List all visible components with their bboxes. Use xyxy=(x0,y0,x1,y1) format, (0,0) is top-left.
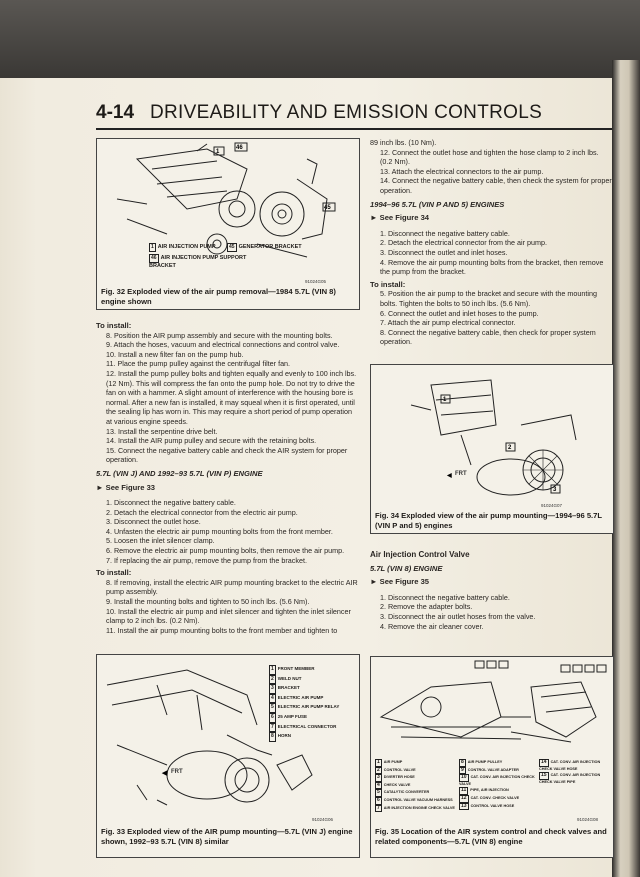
figure-35-drawing xyxy=(371,657,613,757)
figure-35-legend-left: 1 AIR PUMP 2 CONTROL VALVE 3 DIVERTER HOSE 4 CHECK VALVE 5 CATALYTIC CONVERTER 6 CONTROL VALVE VACUUM HARNESS 7 AIR INJECTION ENGINE CHECK VALVE xyxy=(377,759,455,811)
svg-text:1: 1 xyxy=(443,397,447,403)
step: 3. Disconnect the outlet and inlet hoses. xyxy=(380,247,508,257)
step: 2. Detach the electrical connector from the electric air pump. xyxy=(106,507,298,517)
legend-text: PIPE, AIR INJECTION xyxy=(470,788,509,793)
legend-text: CONTROL VALVE ADAPTER xyxy=(467,767,519,772)
step: 3. Disconnect the air outlet hoses from the valve. xyxy=(380,611,536,621)
legend-text: CAT. CONV. AIR INJECTION CHECK VALVE HOSE xyxy=(539,760,601,771)
legend-text: CAT. CONV. CHECK VALVE xyxy=(470,795,520,800)
step: 4. Remove the air cleaner cover. xyxy=(380,621,484,631)
step: 4. Unfasten the electric air pump mounting bolts from the front member. xyxy=(106,526,333,536)
engine-subheading: 5.7L (VIN J) AND 1992–93 5.7L (VIN P) ENGINE xyxy=(96,468,263,478)
legend-text: ELECTRIC AIR PUMP RELAY xyxy=(277,704,340,710)
see-figure-35: ► See Figure 35 xyxy=(370,577,430,587)
svg-text:◀: ◀ xyxy=(447,473,452,479)
step: 7. Attach the air pump electrical connector. xyxy=(380,318,516,328)
legend-text: DIVERTER HOSE xyxy=(383,775,415,780)
figure-35-caption: Fig. 35 Location of the AIR system control and check valves and related components—5.7L (VIN 8) engine xyxy=(375,827,607,846)
legend-text: CONTROL VALVE xyxy=(383,767,416,772)
adjacent-page-edge xyxy=(612,60,640,877)
page-header xyxy=(96,100,612,130)
legend-text: AIR INJECTION ENGINE CHECK VALVE xyxy=(383,805,455,810)
svg-text:2: 2 xyxy=(508,445,512,451)
legend-text: AIR INJECTION PUMP xyxy=(157,244,216,250)
legend-text: WELD NUT xyxy=(277,675,302,681)
legend-text: CONTROL VALVE VACUUM HARNESS xyxy=(383,797,453,802)
legend-text: AIR PUMP xyxy=(383,760,403,764)
step: 7. If replacing the air pump, remove the pump from the bracket. xyxy=(106,555,307,565)
svg-text:◀: ◀ xyxy=(162,770,168,777)
legend-text: ELECTRICAL CONNECTOR xyxy=(277,723,337,729)
legend-text: CATALYTIC CONVERTER xyxy=(383,790,430,795)
svg-text:3: 3 xyxy=(553,487,557,493)
legend-num: 45 xyxy=(229,244,235,250)
step: 2. Remove the adapter bolts. xyxy=(380,602,473,612)
see-figure-text: See Figure 35 xyxy=(379,577,430,587)
to-install-heading: To install: xyxy=(96,321,132,330)
figure-33-legend: 1 FRONT MEMBER 2 WELD NUT 3 BRACKET 4 ELECTRIC AIR PUMP 5 ELECTRIC AIR PUMP RELAY 6 25 AMP FUSE 7 ELECTRICAL CONNECTOR 8 HORN xyxy=(269,665,355,742)
see-figure-34: ► See Figure 34 xyxy=(370,213,430,223)
right-column-bottom xyxy=(370,544,612,631)
step: 15. Connect the negative battery cable and check the AIR system for proper operation. xyxy=(106,445,348,465)
figure-33-code: 91024G06 xyxy=(312,817,334,822)
step: 13. Attach the electrical connectors to the air pump. xyxy=(380,166,544,176)
to-install-heading: To install: xyxy=(370,279,406,289)
continued-text: 89 inch lbs. (10 Nm). xyxy=(370,138,437,147)
legend-text: CAT. CONV. AIR INJECTION CHECK VALVE PIPE xyxy=(539,773,601,784)
see-figure-33: ► See Figure 33 xyxy=(96,482,156,492)
frt-label: FRT xyxy=(455,471,467,477)
figure-33 xyxy=(96,654,360,858)
section-heading: Air Injection Control Valve xyxy=(370,550,470,559)
figure-35 xyxy=(370,656,614,858)
scan-top-band xyxy=(0,0,640,78)
step: 1. Disconnect the negative battery cable. xyxy=(380,592,510,602)
step: 1. Disconnect the negative battery cable. xyxy=(106,498,236,508)
see-figure-text: See Figure 34 xyxy=(379,213,430,223)
left-column xyxy=(96,318,358,635)
figure-32-code: 91024G05 xyxy=(305,279,327,284)
step: 13. Install the serpentine drive belt. xyxy=(106,426,218,436)
figure-32 xyxy=(96,138,360,310)
step: 11. Install the air pump mounting bolts to the front member and tighten to xyxy=(106,625,338,635)
legend-text: 25 AMP FUSE xyxy=(277,713,308,719)
svg-text:45: 45 xyxy=(324,205,331,211)
legend-text: AIR INJECTION PUMP SUPPORT BRACKET xyxy=(149,255,247,269)
step: 3. Disconnect the outlet hose. xyxy=(106,517,201,527)
step: 5. Position the air pump to the bracket and secure with the mounting bolts. Tighten the bolts to 50 inch lbs. (5.6 Nm). xyxy=(380,289,597,308)
legend-text: CAT. CONV. AIR INJECTION CHECK VALVE xyxy=(459,775,535,786)
legend-num: 1 xyxy=(151,244,154,250)
figure-33-caption: Fig. 33 Exploded view of the AIR pump mounting—5.7L (VIN J) engine shown, 1992–93 5.7L (VIN 8) similar xyxy=(101,827,353,846)
page-number: 4-14 xyxy=(96,102,135,123)
legend-text: GENERATOR BRACKET xyxy=(238,244,302,250)
legend-text: FRONT MEMBER xyxy=(277,666,315,671)
step: 6. Remove the electric air pump mounting bolts, then remove the air pump. xyxy=(106,546,345,556)
legend-text: BRACKET xyxy=(277,685,300,691)
figure-35-legend-right: 14 CAT. CONV. AIR INJECTION CHECK VALVE HOSE 15 CAT. CONV. AIR INJECTION CHECK VALVE PIPE xyxy=(539,759,601,784)
figure-34-drawing xyxy=(371,365,613,500)
legend-num: 46 xyxy=(151,255,157,261)
step: 14. Connect the negative battery cable, then check the system for proper operation. xyxy=(380,176,612,195)
right-column-top xyxy=(370,138,612,347)
figure-32-caption: Fig. 32 Exploded view of the air pump removal—1984 5.7L (VIN 8) engine shown xyxy=(101,287,336,306)
frt-label: FRT xyxy=(171,769,183,775)
step: 6. Connect the outlet and inlet hoses to the pump. xyxy=(380,308,539,318)
step: 8. Connect the negative battery cable, then check for proper system operation. xyxy=(380,327,596,347)
legend-text: HORN xyxy=(277,733,292,739)
legend-text: CHECK VALVE xyxy=(383,782,411,787)
step: 4. Remove the air pump mounting bolts from the bracket, then remove the pump from the bracket. xyxy=(380,257,604,277)
to-install-heading: To install: xyxy=(96,568,132,578)
figure-34-caption: Fig. 34 Exploded view of the air pump mounting—1994–96 5.7L (VIN P and 5) engines xyxy=(375,511,602,530)
figure-35-code: 91024G08 xyxy=(577,817,599,822)
step: 9. Attach the hoses, vacuum and electrical connections and control valve. xyxy=(106,340,340,350)
step: 10. Install the electric air pump and inlet silencer and tighten the inlet silencer clamp to 2 inch lbs. (0.2 Nm). xyxy=(106,606,351,626)
step: 8. Position the AIR pump assembly and secure with the mounting bolts. xyxy=(106,330,333,340)
step: 8. If removing, install the electric AIR pump mounting bracket to the electric AIR pump assembly. xyxy=(106,577,358,597)
step: 14. Install the AIR pump pulley and secure with the retaining bolts. xyxy=(106,436,317,446)
see-figure-text: See Figure 33 xyxy=(105,482,156,492)
header-rule xyxy=(96,128,612,130)
svg-text:1: 1 xyxy=(216,149,220,155)
engine-subheading: 5.7L (VIN 8) ENGINE xyxy=(370,563,443,573)
step: 10. Install a new filter fan on the pump hub. xyxy=(106,349,244,359)
figure-32-legend xyxy=(149,243,349,270)
figure-35-legend-mid: 8 AIR PUMP PULLEY 9 CONTROL VALVE ADAPTER 10 CAT. CONV. AIR INJECTION CHECK VALVE 11 PIPE, AIR INJECTION 12 CAT. CONV. CHECK VALVE 13 CONTROL VALVE HOSE xyxy=(459,759,535,809)
step: 12. Install the pump pulley bolts and tighten equally and evenly to 100 inch lbs. (12 Nm). This will compress the fan onto the pump hole. Do not try to drive the fan on with a hammer. A slight amount of interference with the housing bore is normal. After a new fan is installed, it may squeal when it is first operated, until the sealing lip has worn in. This may require a short period of pump operation at various engine speeds. xyxy=(106,368,357,426)
step: 11. Place the pump pulley against the centrifugal filter fan. xyxy=(106,359,291,369)
chapter-title: DRIVEABILITY AND EMISSION CONTROLS xyxy=(150,102,543,123)
figure-34 xyxy=(370,364,614,534)
legend-text: CONTROL VALVE HOSE xyxy=(470,803,515,808)
engine-subheading: 1994–96 5.7L (VIN P AND 5) ENGINES xyxy=(370,199,505,209)
step: 5. Loosen the inlet silencer clamp. xyxy=(106,536,215,546)
step: 2. Detach the electrical connector from the air pump. xyxy=(380,238,547,248)
figure-34-code: 91024G07 xyxy=(541,503,563,508)
step: 9. Install the mounting bolts and tighten to 50 inch lbs. (5.6 Nm). xyxy=(106,597,310,607)
legend-text: ELECTRIC AIR PUMP xyxy=(277,694,324,700)
step: 1. Disconnect the negative battery cable. xyxy=(380,228,510,238)
svg-text:46: 46 xyxy=(236,145,243,151)
step: 12. Connect the outlet hose and tighten the hose clamp to 2 inch lbs. (0.2 Nm). xyxy=(380,147,599,167)
legend-text: AIR PUMP PULLEY xyxy=(467,760,503,764)
